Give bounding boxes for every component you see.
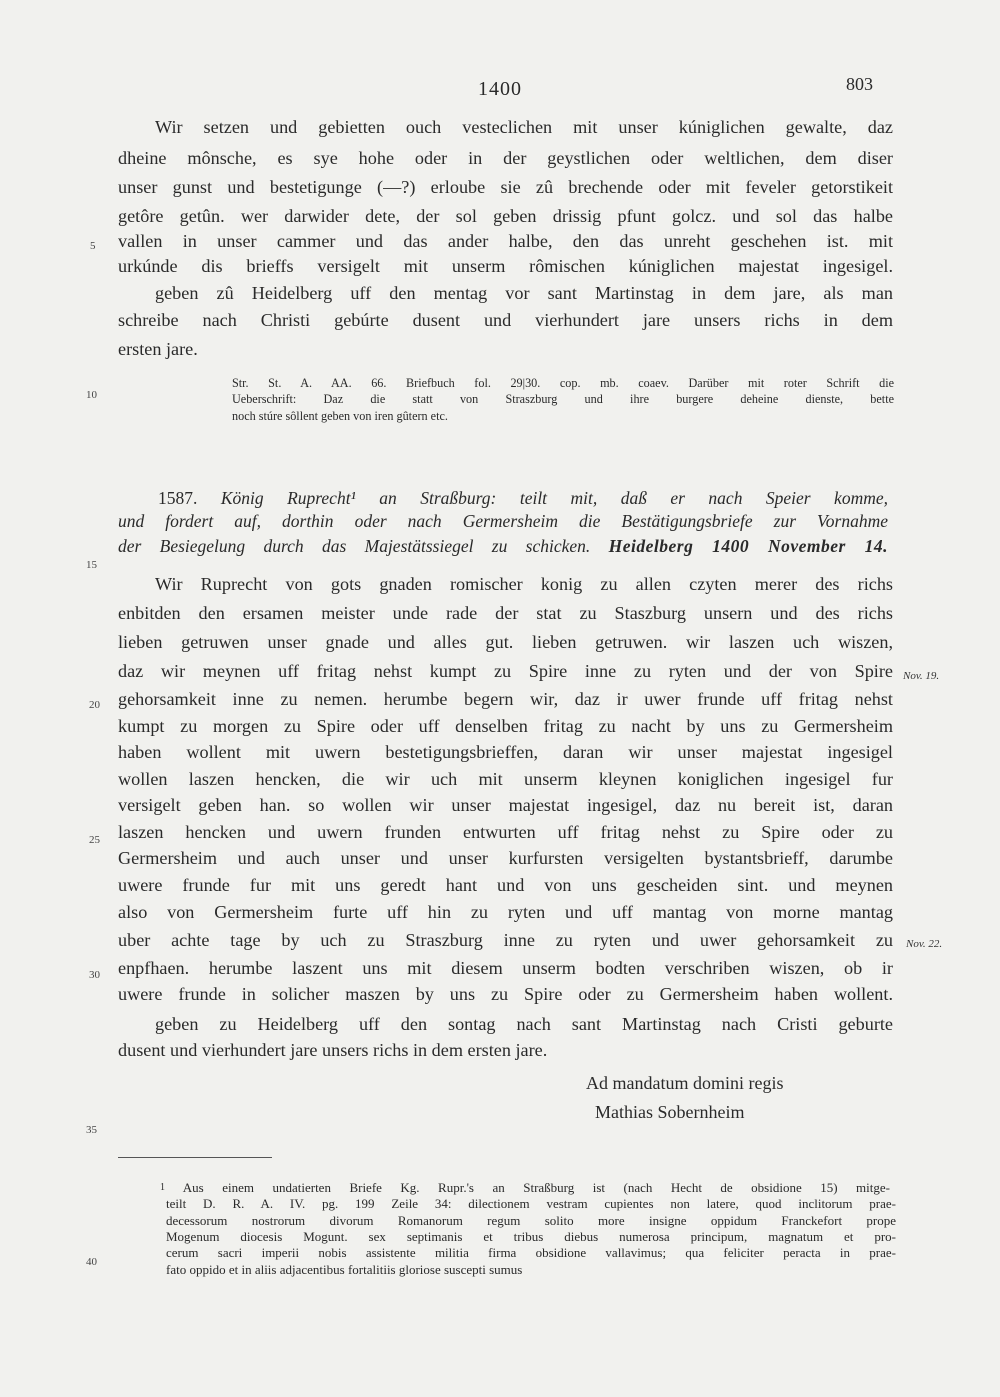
text-line: wollen laszen hencken, die wir uch mit unserm kleynen koniglichen ingesigel fur	[118, 769, 893, 789]
text-line: Wir setzen und gebietten ouch vesteclichen mit unser kúniglichen gewalte, daz	[155, 117, 893, 137]
line-number: 15	[86, 559, 97, 571]
text-line: daz wir meynen uff fritag nehst kumpt zu Spire inne zu ryten und der von Spire	[118, 661, 893, 681]
text-line: enpfhaen. herumbe laszent uns mit diesem unserm bodten verschriben wiszen, ob ir	[118, 958, 893, 978]
line-number: 30	[89, 969, 100, 981]
footnote-line: fato oppido et in aliis adjacentibus fortalitiis gloriose suscepti sumus	[166, 1262, 523, 1277]
heading-text: und fordert auf, dorthin oder nach Germersheim die Bestätigungsbriefe zur Vornahme	[118, 511, 888, 531]
text-line: dheine mônsche, es sye hohe oder in der geystlichen oder weltlichen, dem diser	[118, 148, 893, 168]
signature-line: Ad mandatum domini regis	[586, 1073, 784, 1093]
source-note-line: Str. St. A. AA. 66. Briefbuch fol. 29|30. cop. mb. coaev. Darüber mit roter Schrift die	[232, 376, 894, 390]
line-number: 35	[86, 1124, 97, 1136]
text-line: getôre getûn. wer darwider dete, der sol geben drissig pfunt golcz. und sol das halbe	[118, 206, 893, 226]
line-number: 20	[89, 699, 100, 711]
text-line: uber achte tage by uch zu Straszburg inne zu ryten und uwer gehorsamkeit zu	[118, 930, 893, 950]
footnote-line: Mogenum diocesis Mogunt. sex septimanis et tribus diebus numerosa principum, magnatum et pro-	[166, 1229, 896, 1244]
text-line: Germersheim und auch unser und unser kurfursten versigelten bystantsbrieff, darumbe	[118, 848, 893, 868]
source-note-line: noch stúre sôllent geben von iren gûtern etc.	[232, 409, 448, 423]
footnote-number: 1	[160, 1182, 165, 1193]
text-line: kumpt zu morgen zu Spire oder uff denselben fritag zu nacht by uns zu Germersheim	[118, 716, 893, 736]
running-header-year: 1400	[478, 78, 522, 100]
text-line: uwere frunde in solicher maszen by uns zu Spire oder zu Germersheim haben wollent.	[118, 984, 893, 1004]
line-number: 10	[86, 389, 97, 401]
footnote-line: decessorum nostrorum divorum Romanorum regum solito more insigne oppidum Franckefort prope	[166, 1213, 896, 1228]
document-heading-line	[118, 535, 888, 557]
heading-text: der Besiegelung durch das Majestätssiegel zu schicken.	[118, 536, 591, 556]
text-line: unser gunst und bestetigunge (—?) erloube sie zû brechende oder mit feveler getorstikeit	[118, 177, 893, 197]
place-date: Heidelberg 1400 November 14.	[608, 536, 889, 556]
text-line: vallen in unser cammer und das ander halbe, den das unreht geschehen ist. mit	[118, 231, 893, 251]
footnote-line: cerum sacri imperii nobis assistente militia firma obsidione vallavimus; qua feliciter peracta in prae-	[166, 1245, 896, 1260]
text-line: urkúnde dis brieffs versigelt mit unserm rômischen kúniglichen majestat ingesigel.	[118, 256, 893, 276]
text-line: versigelt geben han. so wollen wir unser majestat ingesigel, daz nu bereit ist, daran	[118, 795, 893, 815]
margin-date-note: Nov. 19.	[903, 670, 940, 682]
signature-name: Mathias Sobernheim	[595, 1102, 745, 1122]
footnote-text: Aus einem undatierten Briefe Kg. Rupr.'s an Straßburg ist (nach Hecht de obsidione 15) mitge-	[182, 1180, 890, 1195]
line-number: 5	[90, 240, 96, 252]
text-line: haben wollent mit uwern bestetigungsbrieffen, daran wir unser majestat ingesigel	[118, 742, 893, 762]
text-line: laszen hencken und uwern frunden entwurten uff fritag nehst zu Spire oder zu	[118, 822, 893, 842]
page-number: 803	[846, 74, 873, 94]
footnote-divider	[118, 1157, 272, 1158]
line-number: 40	[86, 1256, 97, 1268]
footnote-line: teilt D. R. A. IV. pg. 199 Zeile 34: dilectionem vestram cupientes non latere, quod inclitorum prae-	[166, 1196, 896, 1211]
text-line: geben zu Heidelberg uff den sontag nach sant Martinstag nach Cristi geburte	[155, 1014, 893, 1034]
margin-date-note: Nov. 22.	[906, 938, 943, 950]
text-line: Wir Ruprecht von gots gnaden romischer konig zu allen czyten merer des richs	[155, 574, 893, 594]
text-line: uwere frunde fur mit uns geredt hant und von uns gescheiden sint. und meynen	[118, 875, 893, 895]
document-number: 1587.	[158, 488, 198, 508]
text-line: also von Germersheim furte uff hin zu ryten und uff mantag von morne mantag	[118, 902, 893, 922]
source-note-line: Ueberschrift: Daz die statt von Straszburg und ihre burgere deheine dienste, bette	[232, 392, 894, 406]
heading-text: König Ruprecht¹ an Straßburg: teilt mit, daß er nach Speier komme,	[220, 488, 888, 508]
text-line: lieben getruwen unser gnade und alles gut. lieben getruwen. wir laszen uch wiszen,	[118, 632, 893, 652]
document-heading	[158, 487, 888, 509]
line-number: 25	[89, 834, 100, 846]
text-line: schreibe nach Christi gebúrte dusent und vierhundert jare unsers richs in dem	[118, 310, 893, 330]
text-line: gehorsamkeit inne zu nemen. herumbe begern wir, daz ir uwer frunde uff fritag nehst	[118, 689, 893, 709]
text-line: ersten jare.	[118, 339, 198, 359]
footnote-line	[160, 1180, 890, 1196]
text-line: enbitden den ersamen meister unde rade der stat zu Staszburg unsern und des richs	[118, 603, 893, 623]
text-line: dusent und vierhundert jare unsers richs in dem ersten jare.	[118, 1040, 548, 1060]
text-line: geben zû Heidelberg uff den mentag vor sant Martinstag in dem jare, als man	[155, 283, 893, 303]
